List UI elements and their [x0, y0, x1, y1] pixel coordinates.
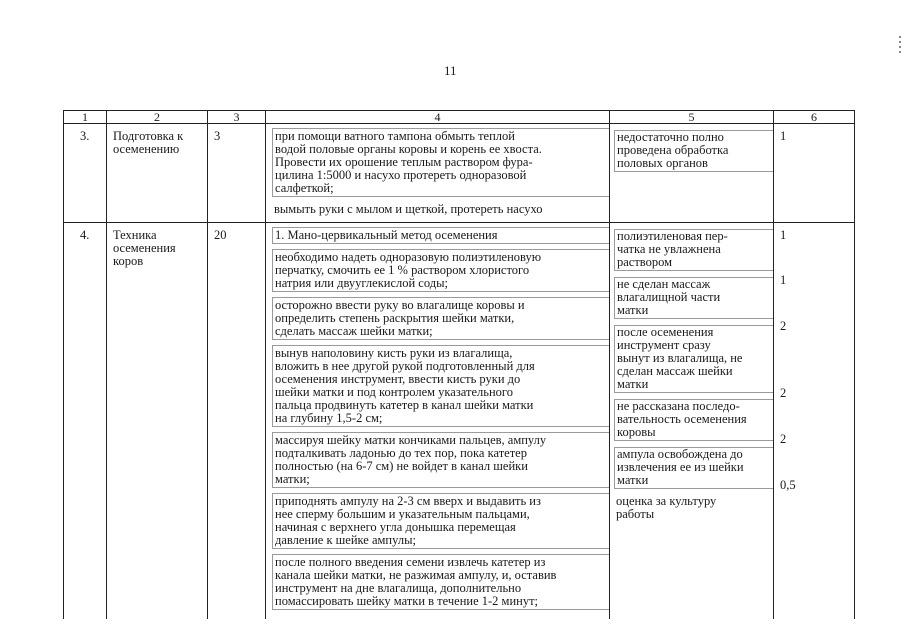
column-number: 5	[610, 111, 774, 124]
assessment-table	[63, 110, 855, 619]
stage-name: Подготовка к осеменению	[113, 129, 184, 156]
error-item: недостаточно полно проведена обработка половых органов	[614, 130, 773, 172]
table-row	[64, 223, 855, 620]
penalty-points: 2	[780, 432, 787, 446]
instruction-step: необходимо надеть одноразовую полиэтиленовую перчатку, смочить ее 1 % раствором хлористого натрия или двууглекислой соды;	[272, 249, 609, 292]
penalty-points: 2	[780, 319, 787, 333]
penalty-points: 1	[780, 273, 787, 287]
instruction-step: приподнять ампулу на 2-3 см вверх и выдавить из нее сперму большим и указательным пальцами, начиная с верхнего угла донышка перемещая давление к шейке ампулы;	[272, 493, 609, 549]
error-item: полиэтиленовая пер- чатка не увлажнена раствором	[614, 229, 773, 271]
error-item: ампула освобождена до извлечения ее из шейки матки	[614, 447, 773, 489]
instruction-step: осторожно ввести руку во влагалище коровы и определить степень раскрытия шейки матки, сделать массаж шейки матки;	[272, 297, 609, 340]
method-heading: 1. Мано-цервикальный метод осеменения	[272, 227, 609, 244]
error-item: не рассказана последо- вательность осеменения коровы	[614, 399, 773, 441]
column-number-row	[64, 111, 855, 124]
penalty-points: 0,5	[780, 478, 796, 492]
penalty-points: 1	[780, 129, 787, 143]
column-number: 2	[107, 111, 208, 124]
column-number: 6	[774, 111, 855, 124]
instruction-step: при помощи ватного тампона обмыть теплой водой половые органы коровы и корень ее хвоста. Провести их орошение теплым раствором фура- цилина 1:5000 и насухо протереть одноразовой салфеткой;	[272, 128, 609, 197]
max-score: 20	[208, 223, 266, 620]
stage-name: Техника осеменения коров	[113, 228, 176, 268]
column-number: 1	[64, 111, 107, 124]
instruction-step: вымыть руки с мылом и щеткой, протереть насухо	[274, 202, 543, 216]
column-number: 3	[208, 111, 266, 124]
error-item: не сделан массаж влагалищной части матки	[614, 277, 773, 319]
column-number: 4	[266, 111, 610, 124]
error-item: оценка за культуру работы	[616, 494, 717, 521]
instruction-step: после полного введения семени извлечь катетер из канала шейки матки, не разжимая ампулу, и, оставив инструмент на дне влагалища, дополнительно помассировать шейку матки в течение 1-2 минут;	[272, 554, 609, 610]
instruction-step: вынув наполовину кисть руки из влагалища, вложить в нее другой рукой подготовленный для осеменения инструмент, ввести кисть руки до шейки матки и под контролем указательного пальца продвинуть катетер в канал шейки матки на глубину 1,5-2 см;	[272, 345, 609, 427]
max-score: 3	[208, 124, 266, 223]
page-number: 11	[444, 63, 457, 78]
table-row	[64, 124, 855, 223]
instruction-step: массируя шейку матки кончиками пальцев, ампулу подталкивать ладонью до тех пор, пока катетер полностью (на 6-7 см) не войдет в канал шейки матки;	[272, 432, 609, 488]
penalty-points: 1	[780, 228, 787, 242]
penalty-points: 2	[780, 386, 787, 400]
error-item: после осеменения инструмент сразу вынут из влагалища, не сделан массаж шейки матки	[614, 325, 773, 393]
row-number: 3.	[64, 124, 107, 223]
row-number: 4.	[64, 223, 107, 620]
scan-edge-marks	[898, 36, 902, 66]
